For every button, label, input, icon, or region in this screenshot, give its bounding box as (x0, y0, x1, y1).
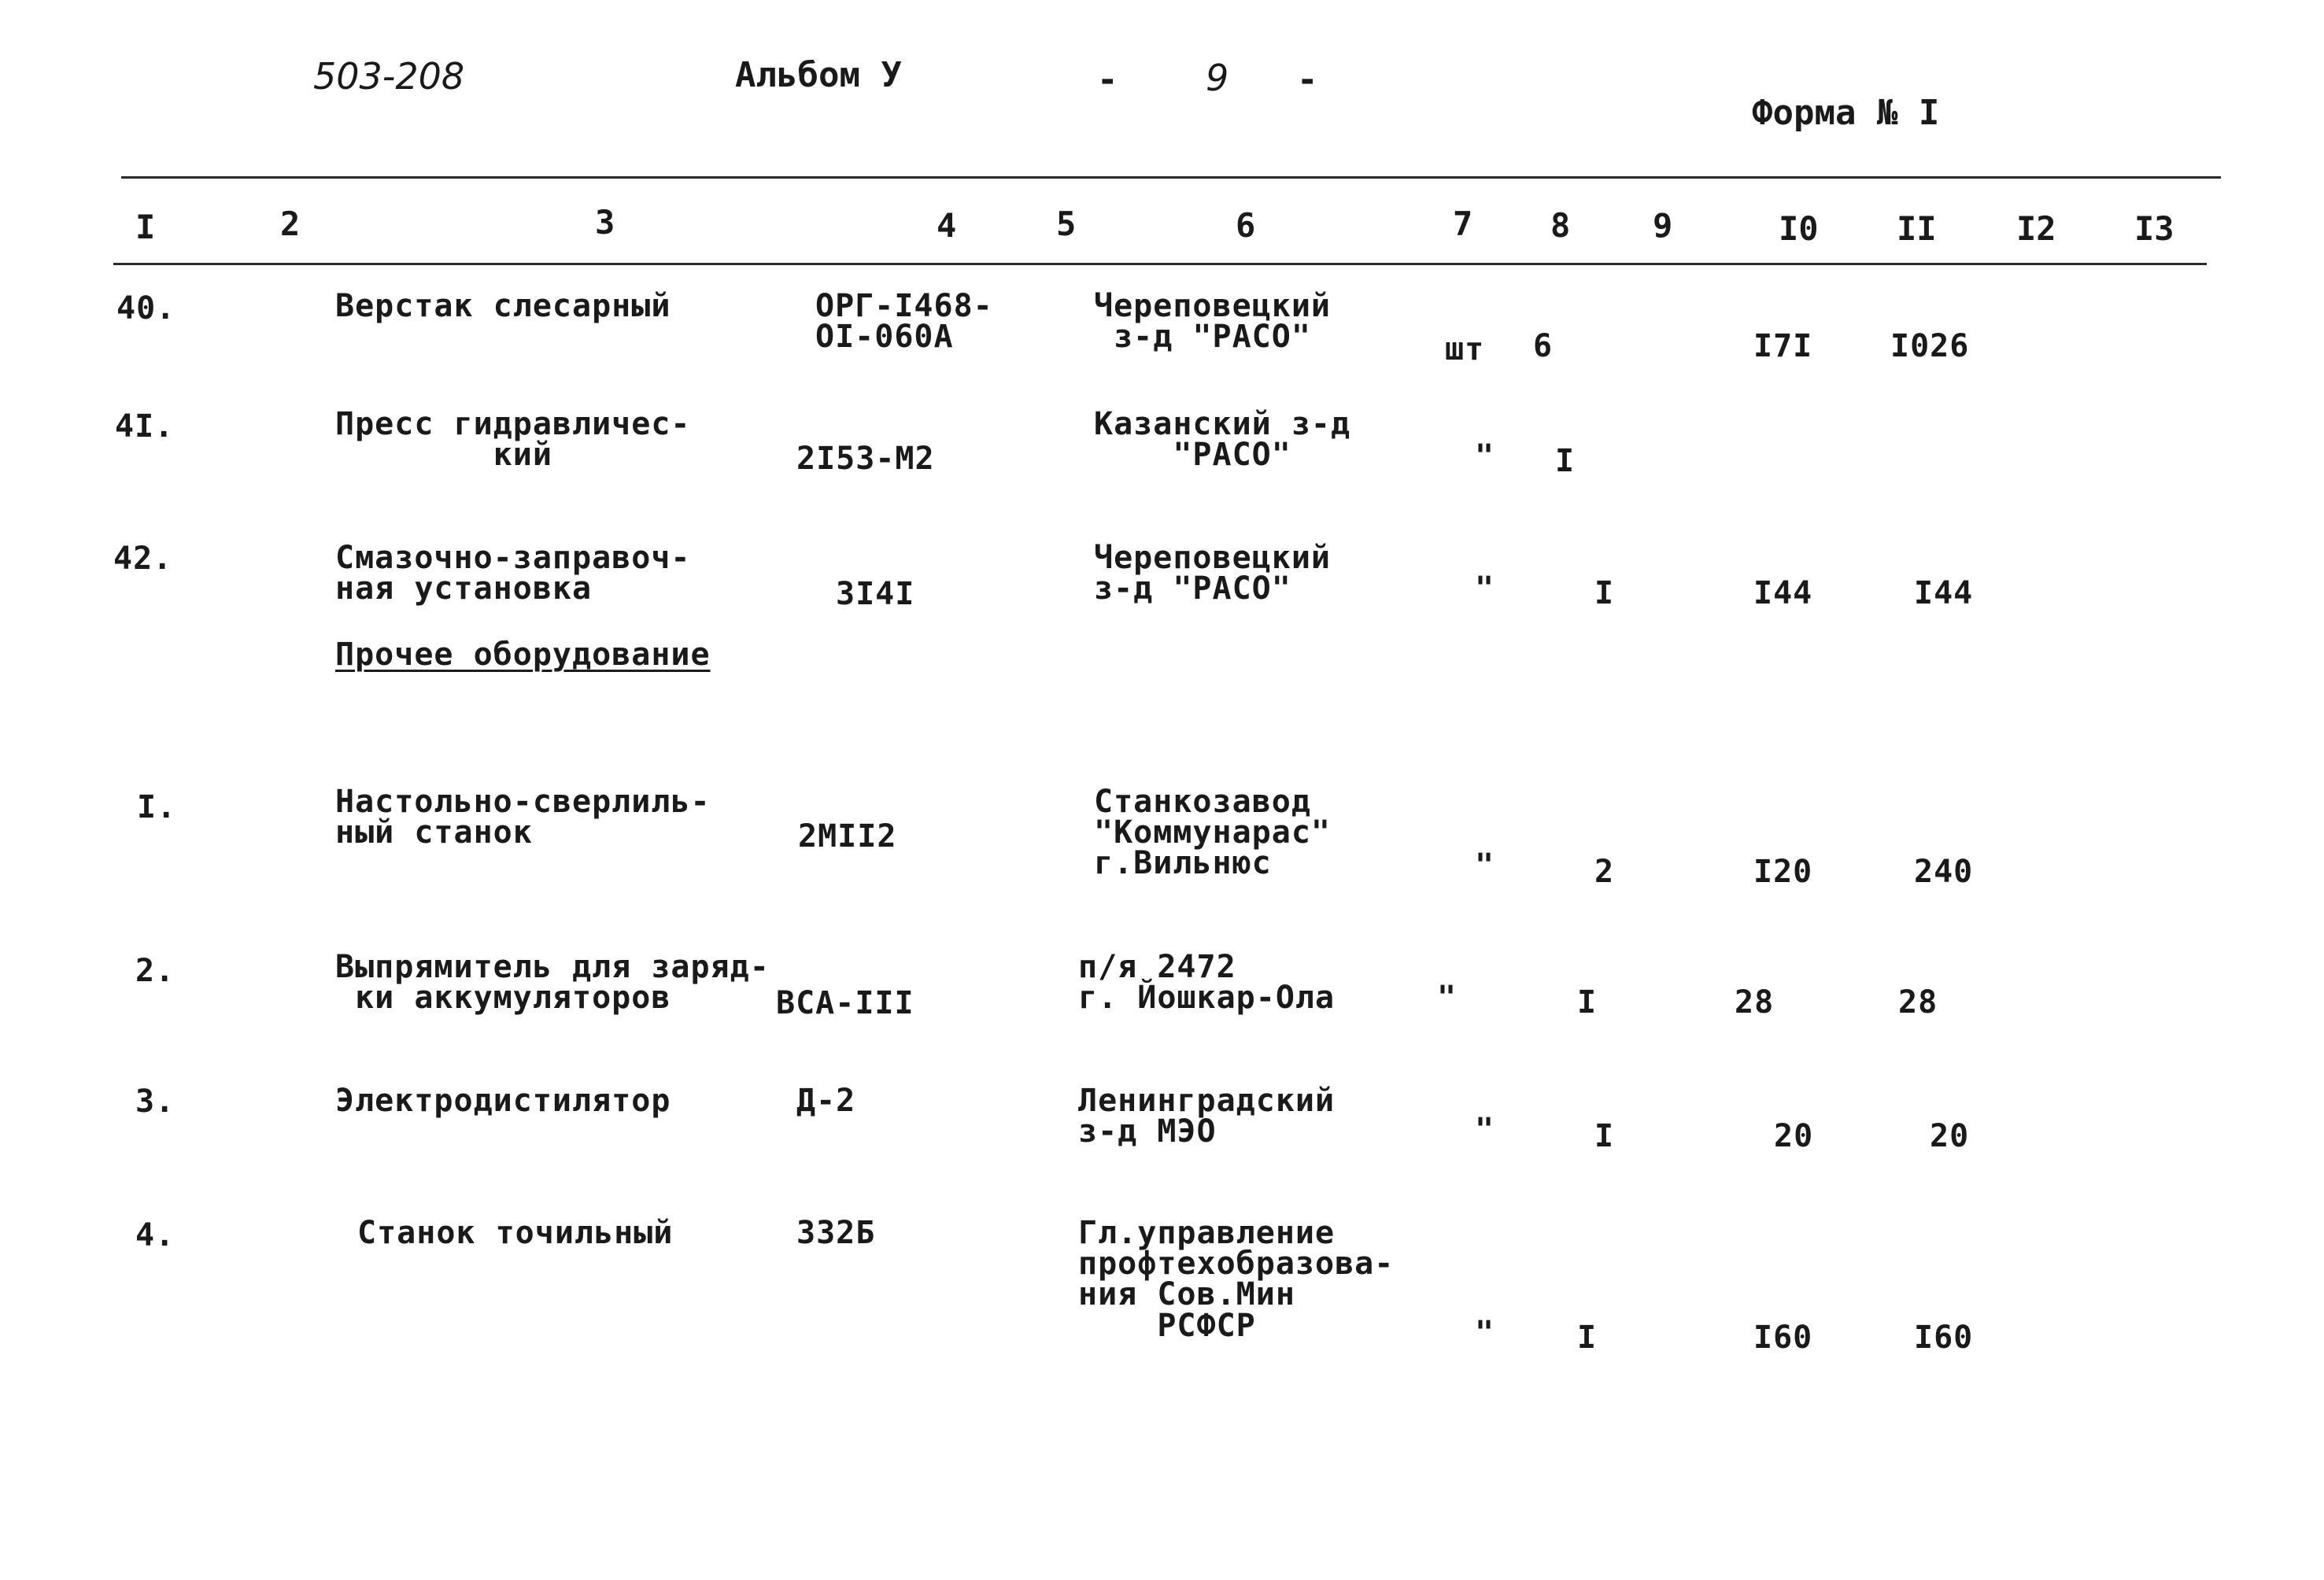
form-label: Форма № I (1752, 93, 1940, 133)
item-model: Д-2 (796, 1083, 856, 1119)
item-manufacturer: Череповецкий з-д "РАСО" (1094, 288, 1331, 356)
row-number: 4I. (115, 408, 175, 445)
col-num-4: 4 (937, 206, 957, 245)
item-name: Смазочно-заправоч- ная установка (335, 540, 691, 607)
doc-number: 503-208 (313, 55, 465, 98)
item-quantity: I (1594, 1118, 1615, 1154)
item-price: I44 (1753, 575, 1813, 611)
item-name: Настольно-сверлиль- ный станок (335, 784, 711, 851)
item-quantity: 6 (1533, 328, 1554, 364)
row-number: 42. (113, 541, 173, 577)
item-total: I44 (1914, 575, 1974, 611)
item-price: I20 (1753, 854, 1813, 890)
col-num-2: 2 (280, 205, 301, 243)
item-unit: " (1475, 570, 1495, 607)
row-number: 4. (135, 1217, 176, 1253)
item-total: 28 (1898, 984, 1938, 1021)
item-name: Верстак слесарный (335, 288, 671, 324)
item-unit: " (1437, 980, 1458, 1016)
col-num-3: 3 (595, 203, 615, 242)
col-num-8: 8 (1550, 206, 1571, 245)
item-model: 3I4I (836, 576, 915, 612)
item-quantity: I (1577, 984, 1598, 1021)
item-name: Станок точильный (357, 1215, 674, 1251)
item-quantity: 2 (1594, 854, 1615, 890)
item-price: I7I (1753, 328, 1813, 364)
item-quantity: I (1577, 1320, 1598, 1356)
item-total: I026 (1890, 328, 1970, 364)
col-num-5: 5 (1056, 205, 1077, 243)
item-name: Электродистилятор (335, 1083, 671, 1119)
item-price: 28 (1735, 984, 1775, 1021)
item-manufacturer: Ленинградский з-д МЭО (1078, 1083, 1336, 1150)
row-number: 40. (116, 290, 176, 327)
album-label: Альбом У (735, 55, 902, 95)
col-num-7: 7 (1453, 205, 1473, 243)
col-num-11: II (1897, 209, 1937, 248)
row-number: I. (137, 789, 177, 825)
top-rule (121, 176, 2221, 179)
page-dash-right: - (1297, 60, 1318, 100)
item-manufacturer: Череповецкий з-д "РАСО" (1094, 540, 1331, 607)
item-model: 2I53-М2 (796, 441, 935, 477)
col-num-6: 6 (1236, 206, 1256, 245)
item-quantity: I (1555, 443, 1576, 479)
col-num-1: I (135, 208, 156, 246)
item-name: Пресс гидравличес- кий (335, 406, 691, 474)
item-manufacturer: Гл.управление профтехобразова- ния Сов.Мин РСФСР (1078, 1215, 1395, 1344)
item-total: I60 (1914, 1320, 1974, 1356)
item-unit: " (1475, 1112, 1495, 1148)
col-num-10: I0 (1779, 209, 1819, 248)
row-number: 2. (135, 953, 176, 989)
page-dash-left: - (1097, 60, 1118, 100)
item-total: 240 (1914, 854, 1974, 890)
item-total: 20 (1930, 1118, 1970, 1154)
item-manufacturer: Казанский з-д "РАСО" (1094, 406, 1351, 474)
page-number: 9 (1206, 57, 1229, 99)
item-quantity: I (1594, 575, 1615, 611)
col-num-9: 9 (1653, 206, 1673, 245)
item-model: ОРГ-I468- ОI-060А (815, 288, 993, 356)
item-unit: " (1475, 1315, 1495, 1351)
column-header-rule (113, 263, 2207, 265)
item-model: 2МII2 (798, 818, 897, 855)
item-unit: шт (1445, 331, 1485, 367)
item-price: 20 (1774, 1118, 1814, 1154)
item-name: Выпрямитель для заряд- ки аккумуляторов (335, 949, 770, 1017)
item-manufacturer: Станкозавод "Коммунарас" г.Вильнюс (1094, 784, 1331, 882)
section-title: Прочее оборудование (335, 637, 711, 673)
col-num-12: I2 (2016, 209, 2056, 248)
item-model: 332Б (796, 1215, 876, 1251)
item-unit: " (1475, 847, 1495, 884)
item-unit: " (1475, 438, 1495, 474)
item-manufacturer: п/я 2472 г. Йошкар-Ола (1078, 949, 1336, 1017)
item-model: ВСА-III (776, 985, 914, 1021)
item-price: I60 (1753, 1320, 1813, 1356)
col-num-13: I3 (2134, 209, 2174, 248)
row-number: 3. (135, 1083, 176, 1120)
